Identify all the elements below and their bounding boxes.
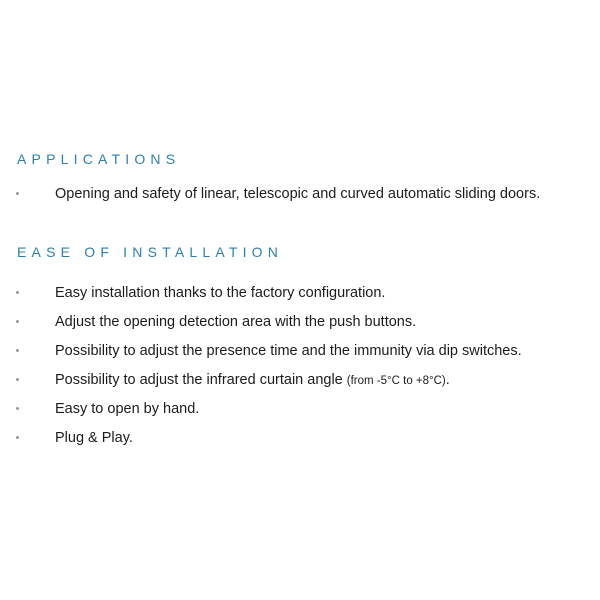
bullet-icon — [16, 320, 19, 323]
list-item-text-main: Possibility to adjust the infrared curtain angle — [55, 372, 347, 388]
bullet-icon — [16, 192, 19, 195]
bullet-icon — [16, 349, 19, 352]
list-item-text: Easy to open by hand. — [55, 401, 200, 417]
bullet-icon — [16, 407, 19, 410]
list-item-text: Adjust the opening detection area with the push buttons. — [55, 314, 417, 330]
bullet-icon — [16, 378, 19, 381]
angle-range-note: (from -5°C to +8°C) — [346, 375, 446, 387]
applications-heading: APPLICATIONS — [17, 151, 181, 167]
list-item-text: Plug & Play. — [55, 430, 133, 446]
list-item-text-suffix: . — [445, 372, 450, 388]
list-item-text: Easy installation thanks to the factory configuration. — [55, 285, 386, 301]
list-item-text: Opening and safety of linear, telescopic and curved automatic sliding doors. — [55, 186, 541, 202]
bullet-icon — [16, 436, 19, 439]
list-item-text — [55, 371, 450, 390]
installation-heading: EASE OF INSTALLATION — [17, 244, 284, 260]
bullet-icon — [16, 291, 19, 294]
list-item-text: Possibility to adjust the presence time and the immunity via dip switches. — [55, 343, 522, 359]
